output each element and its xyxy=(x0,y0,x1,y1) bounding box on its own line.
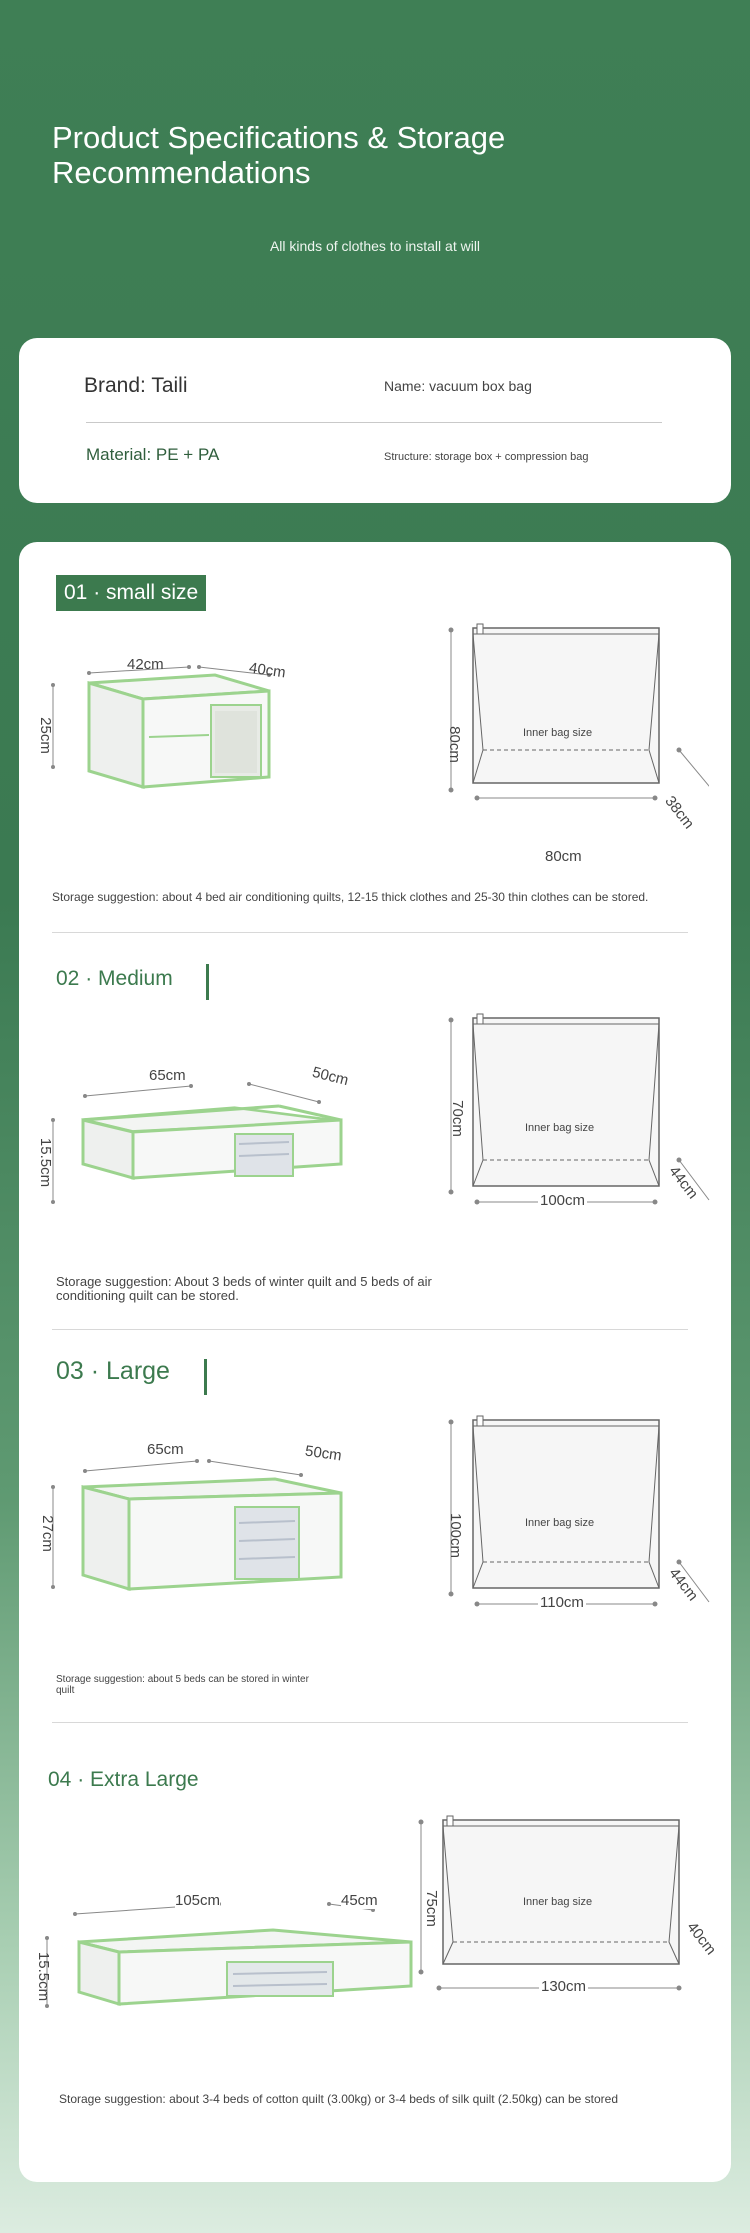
inner-bag-label: Inner bag size xyxy=(525,1122,595,1134)
bag-width-label: 80cm xyxy=(545,848,582,865)
box-depth-label: 50cm xyxy=(310,1063,351,1090)
bag-gusset-label: 38cm xyxy=(661,792,698,833)
section-divider xyxy=(52,1722,688,1723)
size-section-extra-large xyxy=(19,1732,731,2172)
section-heading: 03 · Large xyxy=(56,1357,170,1385)
box-height-label: 15.5cm xyxy=(37,1137,55,1188)
box-illustration xyxy=(39,1060,379,1240)
box-length-label: 42cm xyxy=(127,656,164,673)
bag-gusset-label: 40cm xyxy=(683,1918,720,1959)
suggestion-line: Storage suggestion: about 5 beds can be stored in winter xyxy=(56,1674,309,1685)
bag-height-label: 70cm xyxy=(448,1100,466,1137)
heading-bar xyxy=(204,1359,207,1395)
box-illustration xyxy=(36,647,359,847)
bag-width-label: 110cm xyxy=(540,1594,584,1611)
bag-illustration xyxy=(409,1812,699,2032)
inner-bag-label: Inner bag size xyxy=(523,1896,593,1908)
bag-gusset-label: 44cm xyxy=(665,1564,702,1605)
box-length-label: 65cm xyxy=(147,1441,184,1458)
heading-bar xyxy=(206,964,209,1000)
bag-width-label: 100cm xyxy=(540,1192,586,1209)
box-length-label: 105cm xyxy=(175,1892,221,1909)
suggestion-line: Storage suggestion: About 3 beds of winter quilt and 5 beds of air xyxy=(56,1274,432,1289)
size-section-small xyxy=(19,542,731,942)
suggestion-line: quilt xyxy=(56,1685,75,1696)
box-depth-label: 45cm xyxy=(341,1892,378,1909)
name-label: Name: vacuum box bag xyxy=(384,378,532,394)
box-depth-label: 40cm xyxy=(247,659,287,682)
section-divider xyxy=(52,1329,688,1330)
box-height-label: 15.5cm xyxy=(35,1951,53,2002)
section-heading: 04 · Extra Large xyxy=(48,1768,199,1791)
box-depth-label: 50cm xyxy=(303,1442,343,1465)
size-section-medium xyxy=(19,942,731,1337)
structure-label: Structure: storage box + compression bag xyxy=(384,451,589,463)
storage-suggestion xyxy=(56,1674,309,1696)
box-height-label: 25cm xyxy=(36,717,54,754)
bag-height-label: 75cm xyxy=(422,1890,440,1927)
bag-height-label: 100cm xyxy=(447,1512,465,1559)
inner-bag-label: Inner bag size xyxy=(525,1517,595,1529)
hero-subtitle: All kinds of clothes to install at will xyxy=(269,238,481,254)
spec-card xyxy=(19,338,731,503)
bag-height-label: 80cm xyxy=(445,726,463,763)
section-divider xyxy=(52,932,688,933)
box-height-label: 27cm xyxy=(38,1515,56,1552)
bag-gusset-label: 44cm xyxy=(665,1162,702,1203)
size-card xyxy=(19,542,731,2182)
hero-title: Product Specifications & Storage Recommendations xyxy=(52,120,506,190)
box-length-label: 65cm xyxy=(149,1067,186,1084)
suggestion-line: conditioning quilt can be stored. xyxy=(56,1288,239,1303)
spec-divider xyxy=(86,422,662,423)
box-illustration xyxy=(39,1437,379,1627)
size-section-large xyxy=(19,1337,731,1732)
bag-width-label: 130cm xyxy=(541,1978,587,1995)
storage-suggestion xyxy=(56,1275,432,1303)
section-heading: 02 · Medium xyxy=(56,967,173,990)
storage-suggestion: Storage suggestion: about 3-4 beds of cotton quilt (3.00kg) or 3-4 beds of silk quilt (2.50kg) can be stored xyxy=(59,2092,619,2106)
brand-label: Brand: Taili xyxy=(84,374,188,397)
section-heading: 01 · small size xyxy=(56,575,206,611)
inner-bag-label: Inner bag size xyxy=(523,727,593,739)
storage-suggestion: Storage suggestion: about 4 bed air conditioning quilts, 12-15 thick clothes and 25-30 thin clothes can be stored. xyxy=(52,890,649,904)
material-label: Material: PE + PA xyxy=(86,445,220,464)
